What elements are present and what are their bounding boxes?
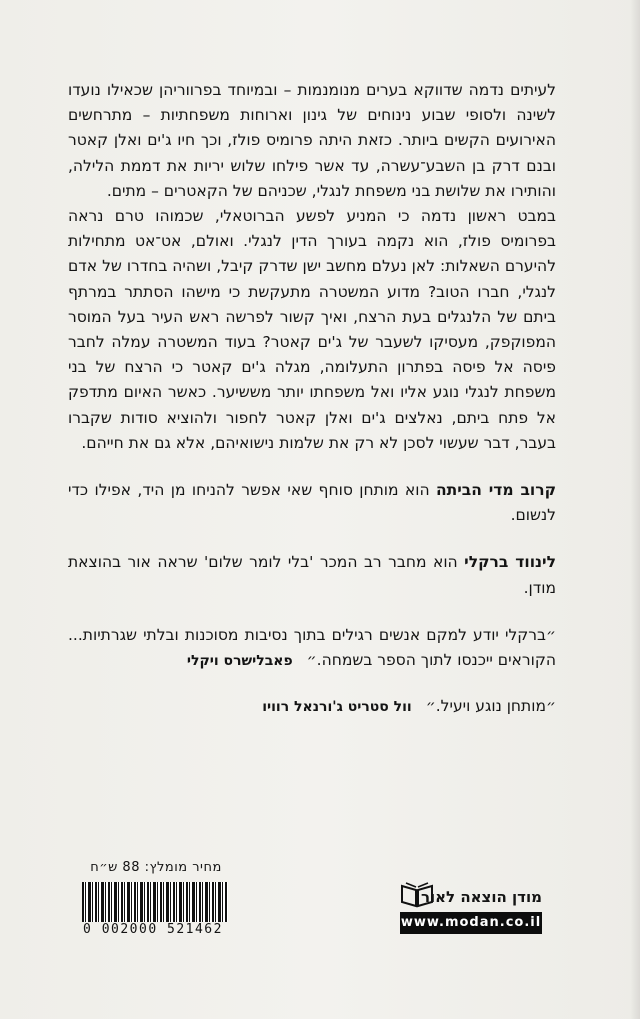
blurb-closing	[68, 478, 556, 528]
barcode	[82, 882, 228, 922]
author-bio-text: הוא מחבר רב המכר 'בלי לומר שלום' שראה אור בהוצאת מודן.	[68, 553, 556, 597]
price-label: מחיר מומלץ: 88 ש״ח	[90, 860, 222, 875]
blurb-paragraph-2: במבט ראשון נדמה כי המניע לפשע הברוטאלי, שכמוהו טרם נראה בפרומיס פולז, הוא נקמה בעורך הדין לנגלי. ואולם, אט־אט מתחילות להיערם השאלות: לאן נעלם מחשב ישן שדרק קיבל, ושהיה בחדרו של אדם לנגלי, חברו הטוב? מדוע המשטרה מתעקשת כי מישהו הסתתר במרתף ביתם של הלנגלים בעת הרצח, ואיך קשור לפרשה ראש העיר בעל המוסר המפוקפק, מעסיקו לשעבר של ג'ים קאטר? בעוד המשטרה עמלה לחבר פיסה אל פיסה בפתרון התעלומה, מגלה ג'ים קאטר כי הרצח של בני משפחת לנגלי נוגע אליו ואל משפחתו יותר משש​יער. כאשר האיום מתדפק אל פתח ביתם, נאלצים ג'ים ואלן קאטר לחפור ולהוציא סודות שקברו בעבר, דבר שעשוי לסכן לא רק את שלמות נישואיהם, אלא גם את חייהם.	[68, 207, 556, 452]
review-1	[68, 623, 556, 674]
book-title: קרוב מדי הביתה	[436, 481, 556, 500]
closing-text: הוא מותחן סוחף שאי אפשר להניחו מן היד, אפילו כדי לנשום.	[68, 481, 556, 525]
review-2-quote: ״מותחן נוגע ויעיל.״	[425, 697, 556, 716]
review-2	[68, 694, 556, 720]
page-edge-shadow	[630, 0, 640, 1019]
review-1-source: פאבלישרס ויקלי	[186, 653, 293, 670]
author-bio	[68, 550, 556, 600]
publisher-url: www.modan.co.il	[400, 912, 542, 934]
blurb-text	[68, 78, 556, 720]
author-name: לינווד ברקלי	[464, 553, 556, 572]
barcode-digits: 0 002000 521462	[83, 922, 223, 937]
publisher-name: מודן הוצאה לאור	[420, 888, 542, 906]
review-2-source: וול סטריט ג'ורנאל רוויו	[262, 699, 412, 716]
blurb-paragraph-1: לעיתים נדמה שדווקא בערים מנומנמות – ובמיוחד בפרווריהן שכאילו נועדו לשינה ולסופי שבוע נינוחים של גינון וארוחות משפחתיות – מתרחשים האירועים הקשים ביותר. כזאת היתה פרומיס פולז, וכך חיו ג'ים ואלן קאטר ובנם דרק בן השבע־עשרה, עד אשר פילחו שלוש יריות את דממת הלילה, והותירו את שלושת בני משפחת לנגלי, שכניהם של הקאטרים – מתים.	[68, 81, 556, 200]
review-1-quote: ״ברקלי יודע למקם אנשים רגילים בתוך נסיבות מסוכנות ובלתי שגרתיות... הקוראים ייכנסו לתוך הספר בשמחה.״	[68, 625, 556, 670]
publisher-block	[400, 880, 542, 940]
